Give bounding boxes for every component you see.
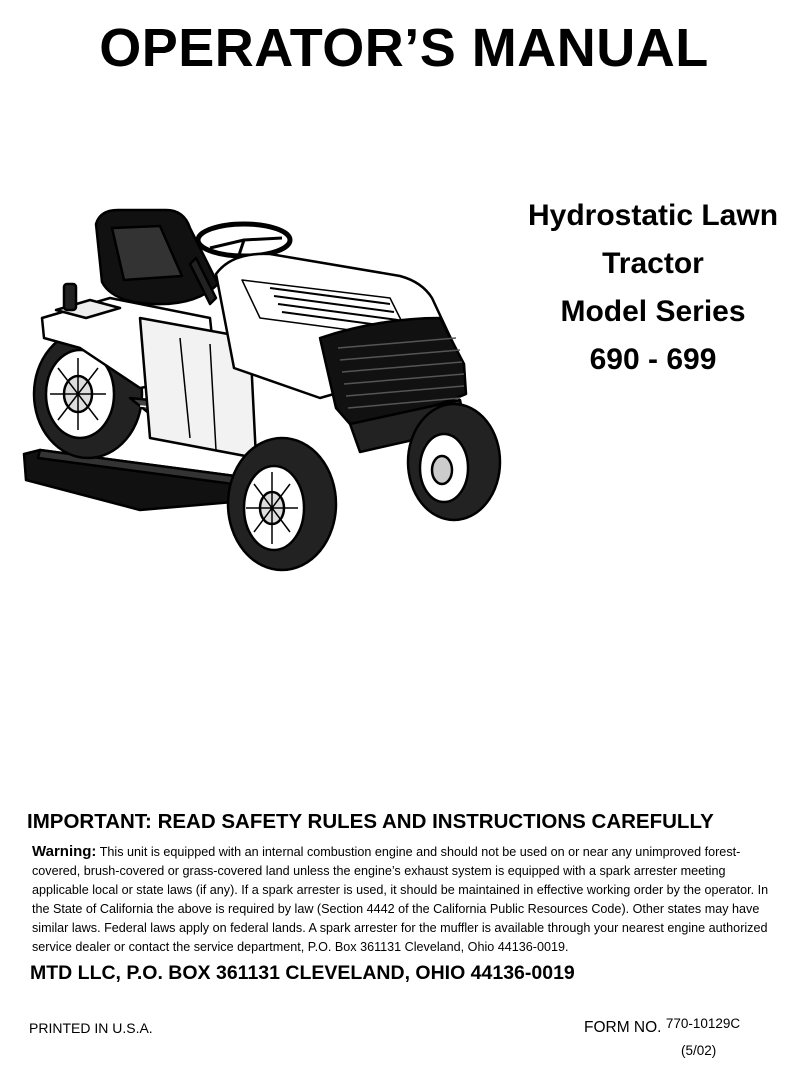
warning-label: Warning: bbox=[32, 843, 97, 860]
printed-in: PRINTED IN U.S.A. bbox=[29, 1020, 153, 1036]
manual-title: OPERATOR’S MANUAL bbox=[99, 18, 709, 78]
riding-lawn-tractor-icon bbox=[20, 188, 504, 584]
warning-text: This unit is equipped with an internal combustion engine and should not be used on or near any unimproved forest-covered, brush-covered or grass-covered land unless the engine’s exhaust system is equipped with a spark arrester meeting applicable local or state laws (if any). If a spark arrester is used, it should be maintained in effective working order by the operator. In the State of California the above is required by law (Section 4442 of the California Public Resources Code). Other states may have similar laws. Federal laws apply on federal lands. A spark arrester for the muffler is available through your nearest engine authorized service dealer or contact the service department, P.O. Box 361131 Cleveland, Ohio 44136-0019. bbox=[32, 845, 769, 954]
form-number: 770-10129C bbox=[665, 1016, 741, 1031]
form-date: (5/02) bbox=[681, 1043, 717, 1058]
form-label: FORM NO. bbox=[584, 1019, 662, 1036]
product-line-2: Tractor bbox=[602, 247, 704, 280]
company-address: MTD LLC, P.O. BOX 361131 CLEVELAND, OHIO 44136-0019 bbox=[30, 962, 575, 984]
warning-paragraph bbox=[32, 842, 784, 957]
product-line-3: Model Series bbox=[560, 295, 746, 328]
product-name bbox=[498, 192, 808, 384]
product-line-4: 690 - 699 bbox=[589, 343, 717, 376]
product-line-1: Hydrostatic Lawn bbox=[527, 199, 779, 232]
safety-heading: IMPORTANT: READ SAFETY RULES AND INSTRUCTIONS CAREFULLY bbox=[27, 810, 714, 833]
form-number-block bbox=[584, 1018, 740, 1038]
